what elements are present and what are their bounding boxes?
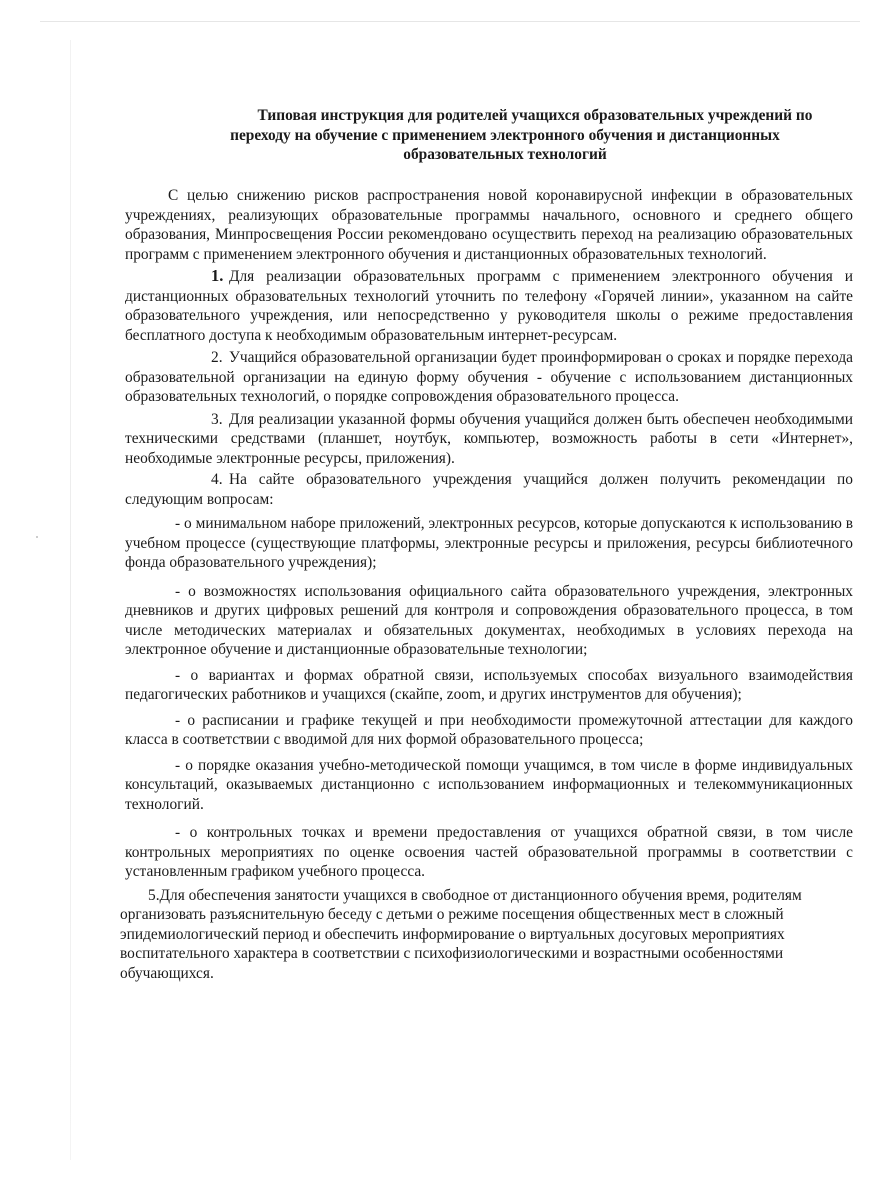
document-body xyxy=(120,186,853,983)
item-3 xyxy=(125,410,853,469)
item-4-number: 4. xyxy=(211,471,223,488)
subitem-4: - о расписании и графике текущей и при необходимости промежуточной аттестации для каждого класса в соответствии с вводимой для них формой образовательного процесса; xyxy=(125,711,853,748)
item-4 xyxy=(125,470,853,509)
subitem-2: - о возможностях использования официального сайта образовательного учреждения, электронных дневников и других цифровых решений для контроля и сопровождения образовательного процесса, в том числе методических материалах и обязательных документах, необходимых в условиях перехода на электронное обучение и дистанционные образовательные технологии; xyxy=(125,582,853,658)
item-2-number: 2. xyxy=(211,349,223,366)
document-title xyxy=(150,106,860,165)
subitem-5: - о порядке оказания учебно-методической помощи учащимся, в том числе в форме индивидуальных консультаций, оказываемых дистанционно с использованием информационных и телекоммуникационных технологий. xyxy=(125,756,853,813)
title-line-1: Типовая инструкция для родителей учащихся образовательных учреждений по xyxy=(257,107,813,124)
item-5: 5.Для обеспечения занятости учащихся в свободное от дистанционного обучения время, родителям организовать разъяснительную беседу с детьми о режиме посещения общественных мест в сложный эпидемиологический период и обеспечить информирование о виртуальных досуговых мероприятиях воспитательного характера в соответствии с психофизиологическими и возрастными особенностями обучающихся. xyxy=(120,886,802,982)
title-line-3: образовательных технологий xyxy=(403,146,607,163)
item-3-text: Для реализации указанной формы обучения учащийся должен быть обеспечен необходимыми техническими средствами (планшет, ноутбук, компьютер, возможность работы в сети «Интернет», необходимые электронные ресурсы, приложения). xyxy=(125,410,853,467)
item-1-text: Для реализации образовательных программ с применением электронного обучения и дистанционных образовательных технологий уточнить по телефону «Горячей линии», указанном на сайте образовательного учреждения, или непосредственно у руководителя школы о режиме предоставления бесплатного доступа к необходимым образовательным интернет-ресурсам. xyxy=(125,268,853,344)
item-2-text: Учащийся образовательной организации будет проинформирован о сроках и порядке перехода образовательной организации на единую форму обучения - обучение с использованием дистанционных образовательных технологий, о порядке сопровождения образовательного процесса. xyxy=(125,349,853,405)
subitem-3: - о вариантах и формах обратной связи, используемых способах визуального взаимодействия педагогических работников и учащихся (скайпе, zoom, и других инструментов для обучения); xyxy=(125,666,853,703)
subitem-6: - о контрольных точках и времени предоставления от учащихся обратной связи, в том числе контрольных мероприятиях по оценке освоения частей образовательной программы в соответствии с установленным графиком учебного процесса. xyxy=(125,824,853,880)
item-1-number: 1. xyxy=(211,266,224,285)
subitem-1: - о минимальном наборе приложений, электронных ресурсов, которые допускаются к использованию в учебном процессе (существующие платформы, электронные ресурсы и приложения, ресурсы библиотечного фонда образовательного учреждения); xyxy=(125,515,853,571)
scan-edge-left xyxy=(70,40,71,1160)
item-4-text: На сайте образовательного учреждения учащийся должен получить рекомендации по следующим вопросам: xyxy=(125,471,853,508)
item-2 xyxy=(125,348,853,407)
item-3-number: 3. xyxy=(211,410,223,428)
intro-paragraph: С целью снижению рисков распространения новой коронавирусной инфекции в образовательных учреждениях, реализующих образовательные программы начального, основного и среднего общего образования, Минпросвещения России рекомендовано осуществить переход на реализацию образовательных программ с применением электронного обучения и дистанционных образовательных технологий. xyxy=(125,187,853,263)
scan-speck xyxy=(36,536,38,538)
scan-edge-top xyxy=(40,21,860,22)
item-1 xyxy=(125,266,853,345)
title-line-2: переходу на обучение с применением электронного обучения и дистанционных xyxy=(230,126,780,144)
